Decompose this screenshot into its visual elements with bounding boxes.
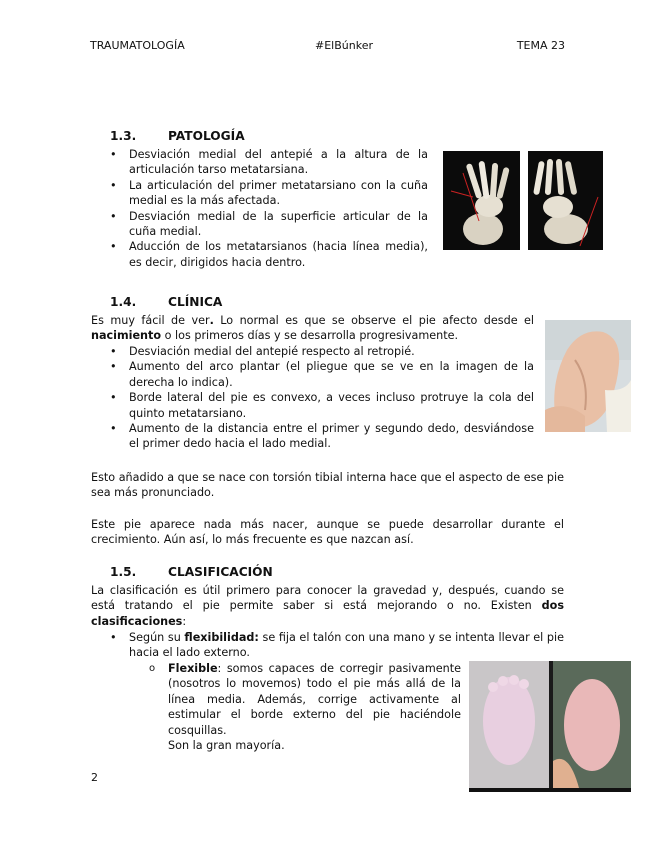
page-number: 2: [91, 771, 98, 784]
sub-item-paragraph: [168, 661, 461, 738]
clinica-paragraph-2: Este pie aparece nada más nacer, aunque se puede desarrollar durante el crecimiento. Aún así, lo más frecuente es que nazcan así.: [91, 518, 564, 547]
section-heading: PATOLOGÍA: [168, 129, 245, 143]
baby-foot-photo: [545, 320, 631, 432]
header-topic: TEMA 23: [516, 39, 565, 52]
clinica-paragraph-1: Esto añadido a que se nace con torsión tibial interna hace que el aspecto de ese pie sea más pronunciado.: [91, 471, 564, 500]
clasificacion-list-block: [91, 630, 564, 661]
intro-bold-period: .: [209, 314, 214, 327]
sub-list-item-flexible: [149, 661, 461, 753]
clinica-list: [91, 344, 534, 452]
intro-bold-term: nacimiento: [91, 329, 162, 343]
header-tag: #ElBúnker: [315, 39, 373, 52]
foot-bones-xray-image-2: [528, 151, 603, 250]
list-item: [91, 630, 564, 661]
list-item: • La articulación del primer metatarsiano con la cuña medial es la más afectada.: [91, 178, 428, 209]
section-title-patologia: [110, 129, 245, 144]
section-number: 1.5.: [110, 565, 137, 579]
list-item: • Desviación medial del antepié respecto al retropié.: [91, 344, 534, 359]
intro-text: Es muy fácil de ver: [91, 314, 210, 327]
foot-bones-xray-image-1: [443, 151, 520, 250]
intro-text: o los primeros días y se desarrolla progresivamente.: [161, 329, 459, 343]
clinica-list-block: [91, 344, 534, 452]
clasificacion-intro-paragraph: [91, 583, 564, 629]
section-title-clasificacion: [110, 565, 273, 580]
clasificacion-list: [91, 630, 564, 661]
patologia-list-block: [91, 147, 428, 270]
list-item: • Desviación medial del antepié a la altura de la articulación tarso metatarsiana.: [91, 147, 428, 178]
section-heading: CLÍNICA: [168, 295, 223, 309]
sub-item-bold-term: Flexible: [168, 662, 218, 675]
section-number: 1.3.: [110, 129, 137, 143]
item-text: se fija el talón con una mano y se intenta llevar el pie hacia el lado externo.: [129, 631, 564, 660]
intro-text: La clasificación es útil primero para conocer la gravedad y, después, cuando se está tratando el pie permite saber si está mejorando o no. Existen: [91, 584, 564, 613]
item-text: Según su: [129, 631, 185, 644]
intro-text: Lo normal es que se observe el pie afecto desde el: [213, 314, 535, 327]
clasificacion-intro: [91, 583, 564, 629]
section-number: 1.4.: [110, 295, 137, 309]
list-item: • Aumento del arco plantar (el pliegue que se ve en la imagen de la derecha lo indica).: [91, 359, 534, 390]
sub-item-body: : somos capaces de corregir pasivamente (nosotros lo movemos) todo el pie más allá de la línea media. Además, corrige activamente al estimular el borde externo del pie haciéndole cosquillas.: [168, 662, 461, 737]
clinica-intro: [91, 313, 534, 344]
list-item: • Aducción de los metatarsianos (hacia línea media), es decir, dirigidos hacia dentro.: [91, 239, 428, 270]
intro-bold-term: dos clasificaciones: [91, 599, 564, 628]
sub-bullet-marker: o: [149, 663, 156, 674]
intro-text: :: [182, 614, 187, 628]
list-item: • Desviación medial de la superficie articular de la cuña medial.: [91, 209, 428, 240]
list-item: • Borde lateral del pie es convexo, a veces incluso protruye la cola del quinto metatarsiano.: [91, 390, 534, 421]
sub-item-note: Son la gran mayoría.: [168, 739, 285, 753]
item-bold-term: flexibilidad:: [184, 631, 259, 644]
sub-item-text: [168, 661, 461, 753]
clinica-intro-paragraph: [91, 313, 534, 344]
patologia-list: [91, 147, 428, 270]
section-heading: CLASIFICACIÓN: [168, 565, 273, 579]
page-header: [90, 38, 565, 54]
section-title-clinica: [110, 295, 222, 310]
list-item: • Aumento de la distancia entre el primer y segundo dedo, desviándose el primer dedo hacia el lado medial.: [91, 421, 534, 452]
header-subject: TRAUMATOLOGÍA: [90, 39, 185, 52]
baby-feet-photo: [469, 661, 631, 792]
